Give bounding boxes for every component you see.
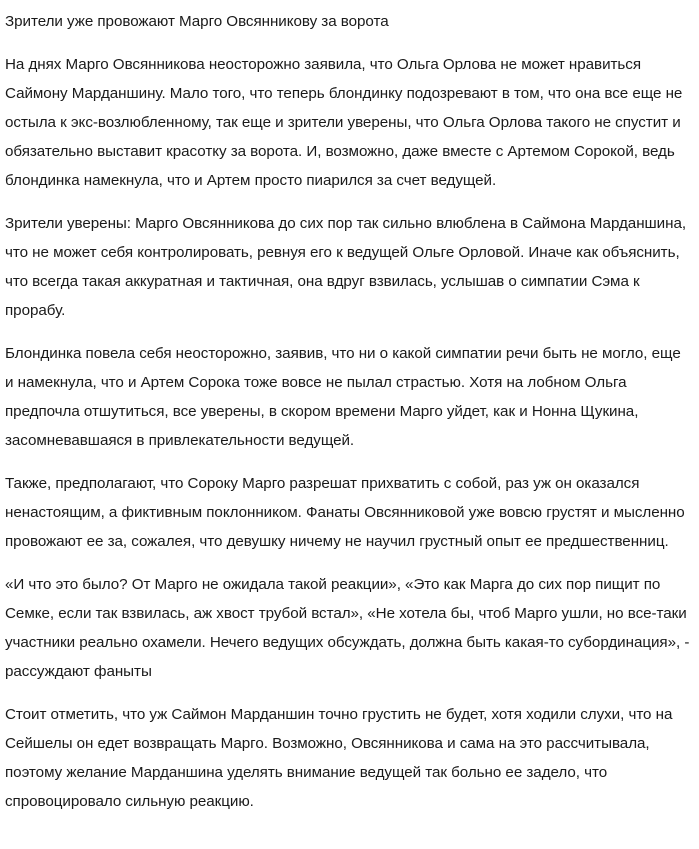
article-paragraph: Стоит отметить, что уж Саймон Марданшин точно грустить не будет, хотя ходили слухи, что на Сейшелы он едет возвращать Марго. Возможно, Овсянникова и сама на это рассчитывала, поэтому желание Марданшина уделять внимание ведущей так больно ее задело, что спровоцировало сильную реакцию. bbox=[5, 706, 673, 810]
article-body bbox=[5, 50, 693, 816]
article-paragraph: Блондинка повела себя неосторожно, заявив, что ни о какой симпатии речи быть не могло, еще и намекнула, что и Артем Сорока тоже вовсе не пылал страстью. Хотя на лобном Ольга предпочла отшутиться, все уверены, в скором времени Марго уйдет, как и Нонна Щукина, засомневавшаяся в привлекательности ведущей. bbox=[5, 345, 681, 449]
article-paragraph: На днях Марго Овсянникова неосторожно заявила, что Ольга Орлова не может нравиться Саймону Марданшину. Мало того, что теперь блондинку подозревают в том, что она все еще не остыла к экс-возлюбленному, так еще и зрители уверены, что Ольга Орлова такого не спустит и обязательно выставит красотку за ворота. И, возможно, даже вместе с Артемом Сорокой, ведь блондинка намекнула, что и Артем просто пиарился за счет ведущей. bbox=[5, 56, 683, 189]
article-paragraph: Зрители уверены: Марго Овсянникова до сих пор так сильно влюблена в Саймона Марданшина, что не может себя контролировать, ревнуя его к ведущей Ольге Орловой. Иначе как объяснить, что всегда такая аккуратная и тактичная, она вдруг взвилась, услышав о симпатии Сэма к прорабу. bbox=[5, 215, 687, 319]
article-title: Зрители уже провожают Марго Овсянникову за ворота bbox=[5, 13, 389, 30]
article-paragraph: «И что это было? От Марго не ожидала такой реакции», «Это как Марга до сих пор пищит по Семке, если так взвилась, аж хвост трубой встал», «Не хотела бы, чтоб Марго ушли, но все-таки участники реально охамели. Нечего ведущих обсуждать, должна быть какая-то субординация», - рассуждают фаныты bbox=[5, 576, 690, 680]
article-paragraph: Также, предполагают, что Сороку Марго разрешат прихватить с собой, раз уж он оказался ненастоящим, а фиктивным поклонником. Фанаты Овсянниковой уже вовсю грустят и мысленно провожают ее за, сожалея, что девушку ничему не научил грустный опыт ее предшественниц. bbox=[5, 475, 685, 550]
